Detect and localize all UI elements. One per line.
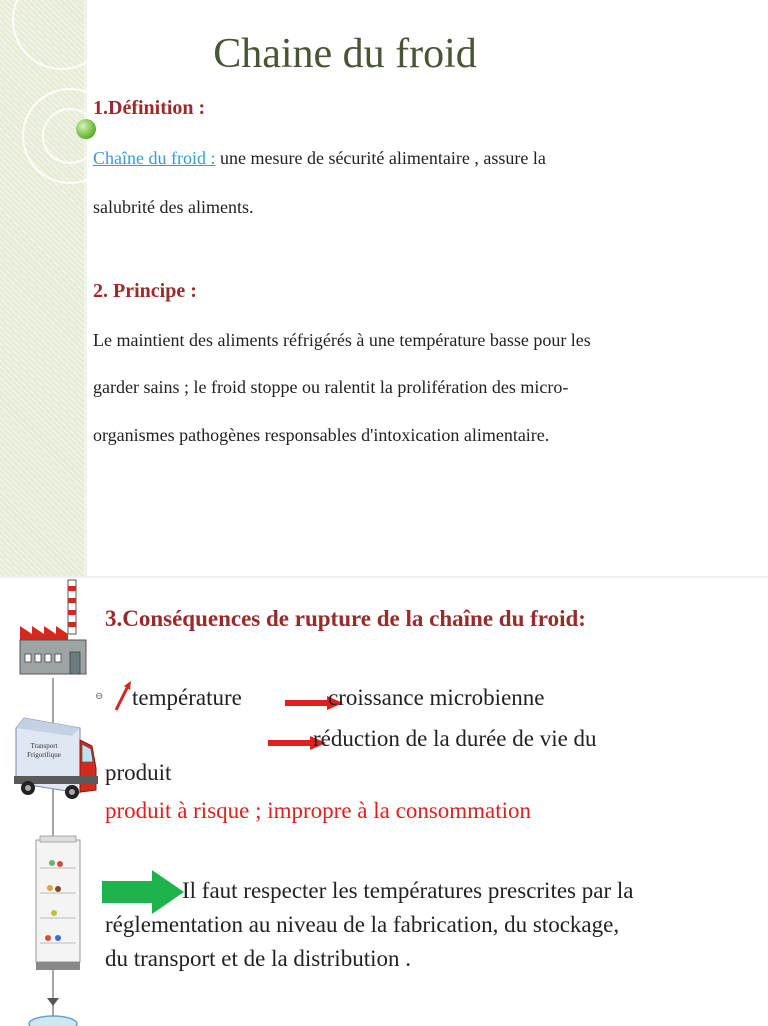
result-microbial-growth: croissance microbienne <box>328 685 545 710</box>
rule-line-3: du transport et de la distribution . <box>105 946 411 971</box>
definition-line-1 <box>93 148 546 169</box>
definition-heading: 1.Définition : <box>93 97 206 119</box>
refrigerated-display-icon <box>36 836 80 970</box>
slide-title: Chaine du froid <box>213 31 477 77</box>
risk-statement: produit à risque ; impropre à la consommation <box>105 798 532 823</box>
rule-line-1: Il faut respecter les températures prescrites par la <box>182 878 634 903</box>
decorative-band-edge <box>84 0 87 576</box>
definition-line-2: salubrité des aliments. <box>93 197 254 217</box>
green-arrow-icon <box>102 870 184 914</box>
green-bead-icon <box>76 119 96 139</box>
supply-chain-icons <box>0 578 100 1026</box>
result-shelf-life: réduction de la durée de vie du <box>313 726 597 751</box>
chain-arrow-down-icon <box>47 998 59 1006</box>
refrigerated-truck-icon <box>14 718 98 799</box>
decorative-band <box>0 0 84 576</box>
term-chaine-du-froid: Chaîne du froid : <box>93 148 216 168</box>
increase-arrow-icon <box>112 680 134 712</box>
bullet-marker: ⊖ <box>95 691 104 702</box>
temperature-label: température <box>132 685 242 710</box>
result-shelf-life-cont: produit <box>105 760 172 785</box>
factory-icon <box>20 580 86 674</box>
principle-line-2: garder sains ; le froid stoppe ou ralentit la prolifération des micro- <box>93 377 569 397</box>
definition-text: une mesure de sécurité alimentaire , assure la <box>215 148 546 168</box>
principle-heading: 2. Principe : <box>93 280 197 302</box>
slide-consequences <box>0 576 768 1026</box>
truck-label-line-2: Frigorifique <box>27 751 61 759</box>
principle-line-1: Le maintient des aliments réfrigérés à une température basse pour les <box>93 330 591 350</box>
truck-label-line-1: Transport <box>30 742 58 750</box>
consumer-plate-icon <box>29 1016 77 1026</box>
rule-line-2: réglementation au niveau de la fabrication, du stockage, <box>105 912 620 937</box>
principle-line-3: organismes pathogènes responsables d'intoxication alimentaire. <box>93 425 550 445</box>
consequences-heading: 3.Conséquences de rupture de la chaîne du froid: <box>105 606 586 631</box>
